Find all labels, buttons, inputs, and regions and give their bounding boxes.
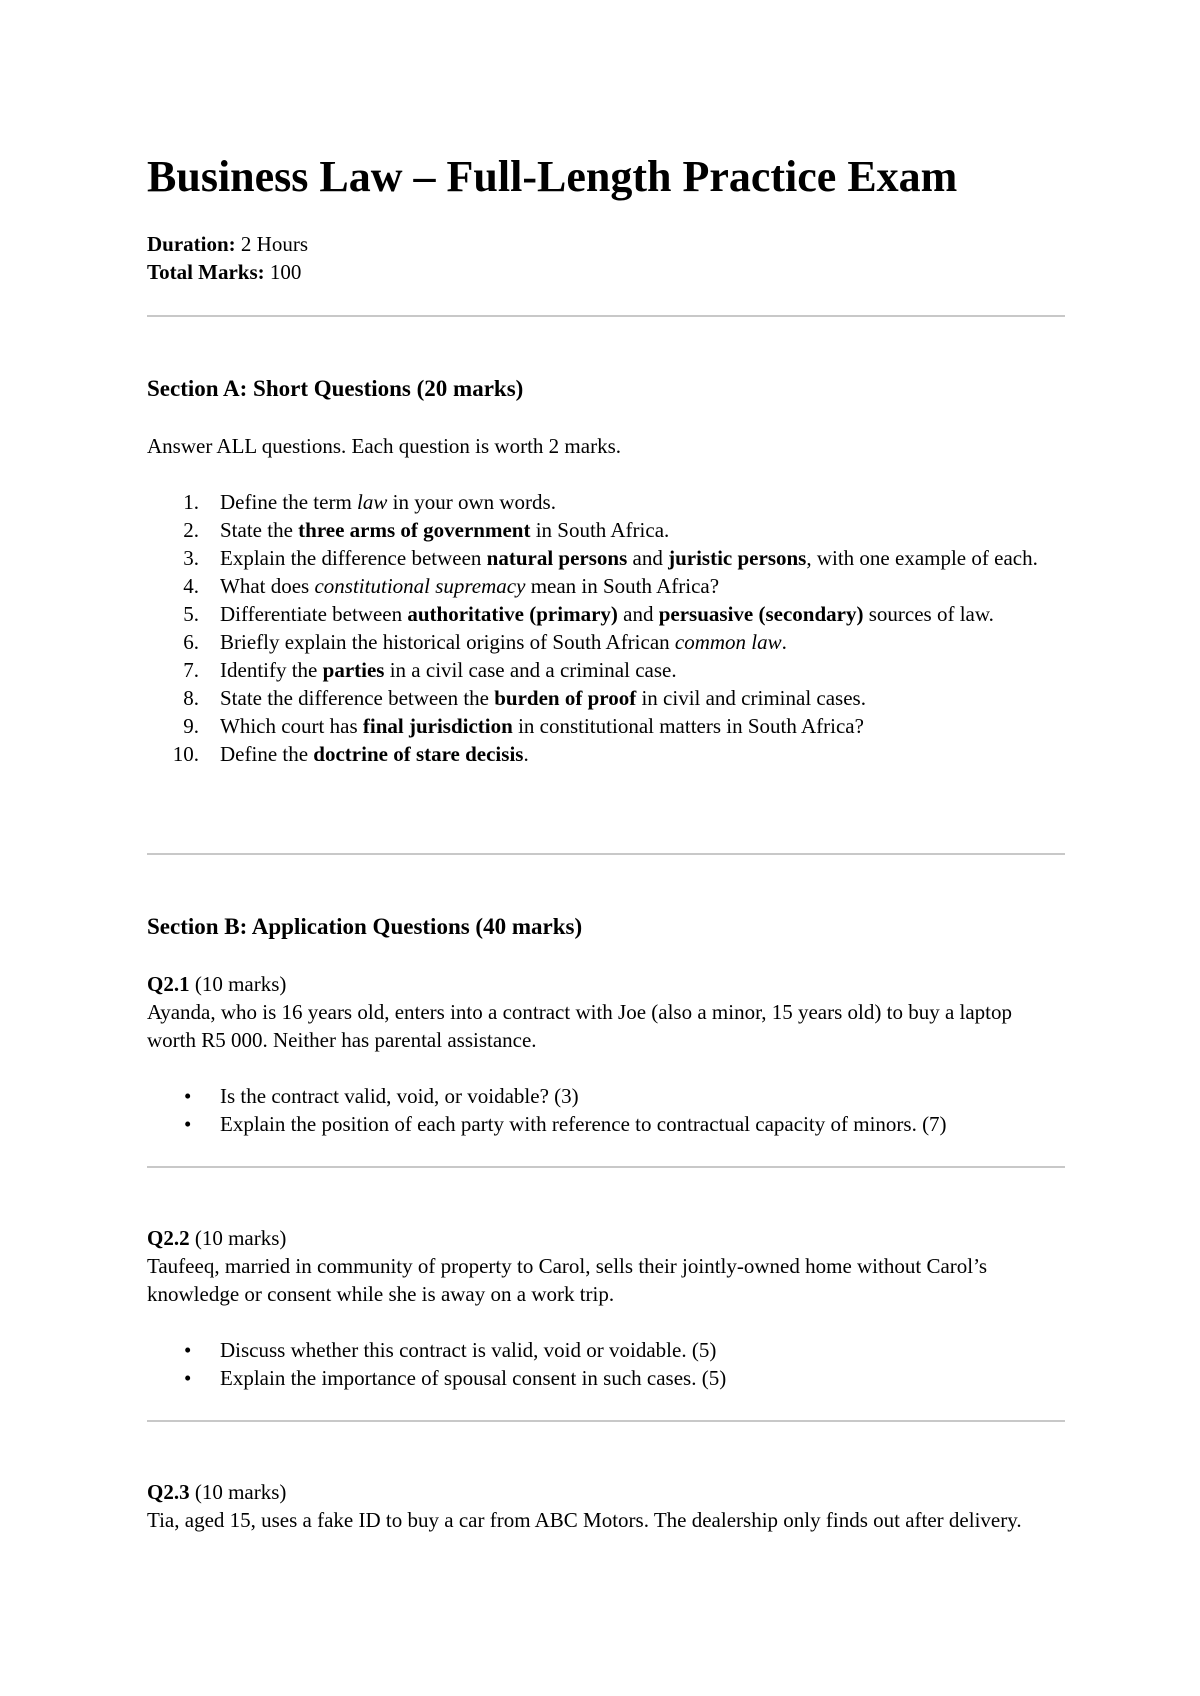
question-text (220, 602, 994, 626)
question-q2-3-marks: (10 marks) (194, 1480, 287, 1504)
question-number: 6. (183, 630, 199, 654)
question-q2-1-scenario: Ayanda, who is 16 years old, enters into a contract with Joe (also a minor, 15 years old) to buy a laptop worth R5 000. Neither has parental assistance. (147, 1000, 1013, 1052)
subquestion-item (147, 1336, 1065, 1364)
question-number: 8. (183, 686, 199, 710)
bold-term: three arms of government (298, 518, 531, 542)
bullet-icon: • (184, 1338, 192, 1362)
question-item (147, 656, 1065, 684)
question-q2-1-marks: (10 marks) (194, 972, 287, 996)
italic-term: common law (674, 630, 782, 654)
bold-term: burden of proof (494, 686, 637, 710)
total-marks-value: 100 (269, 260, 302, 284)
question-item (147, 544, 1065, 572)
subquestion-text: Is the contract valid, void, or voidable? (3) (220, 1084, 579, 1108)
bold-term: persuasive (secondary) (658, 602, 864, 626)
bold-term: authoritative (primary) (407, 602, 618, 626)
section-a-question-list (147, 488, 1065, 768)
question-text (220, 518, 669, 542)
question-text (220, 574, 719, 598)
question-item (147, 628, 1065, 656)
question-q2-2-label: Q2.2 (147, 1226, 190, 1250)
question-text (220, 686, 866, 710)
text-run: mean in South Africa? (525, 574, 720, 598)
question-item (147, 600, 1065, 628)
bold-term: final jurisdiction (362, 714, 513, 738)
section-a-heading: Section A: Short Questions (20 marks) (147, 376, 524, 401)
subquestion-item (147, 1364, 1065, 1392)
duration-value: 2 Hours (240, 232, 309, 256)
text-run: in constitutional matters in South Africa? (512, 714, 864, 738)
italic-term: constitutional supremacy (314, 574, 526, 598)
text-run: Differentiate between (220, 602, 408, 626)
question-q2-3-header (147, 1478, 1065, 1506)
question-item (147, 572, 1065, 600)
bold-term: doctrine of stare decisis (313, 742, 524, 766)
divider (147, 1420, 1065, 1422)
italic-term: law (357, 490, 388, 514)
question-q2-2-scenario: Taufeeq, married in community of property to Carol, sells their jointly-owned home without Carol’s knowledge or consent while she is away on a work trip. (147, 1254, 988, 1306)
text-run: . (781, 630, 787, 654)
section-a-instructions: Answer ALL questions. Each question is worth 2 marks. (147, 434, 621, 458)
bullet-icon: • (184, 1112, 192, 1136)
question-item (147, 488, 1065, 516)
question-q2-1-subquestions (147, 1082, 1065, 1138)
question-item (147, 516, 1065, 544)
question-q2-3-scenario: Tia, aged 15, uses a fake ID to buy a car from ABC Motors. The dealership only finds out after delivery. (147, 1508, 1022, 1532)
text-run: Define the (220, 742, 314, 766)
divider (147, 315, 1065, 317)
subquestion-item (147, 1082, 1065, 1110)
text-run: Which court has (220, 714, 363, 738)
question-number: 2. (183, 518, 199, 542)
question-number: 7. (183, 658, 199, 682)
question-number: 10. (172, 742, 199, 766)
question-number: 1. (183, 490, 199, 514)
text-run: What does (220, 574, 315, 598)
question-text (220, 742, 529, 766)
section-b-heading: Section B: Application Questions (40 marks) (147, 914, 583, 939)
divider (147, 853, 1065, 855)
text-run: Explain the difference between (220, 546, 487, 570)
subquestion-text: Discuss whether this contract is valid, void or voidable. (5) (220, 1338, 717, 1362)
text-run: sources of law. (863, 602, 994, 626)
question-number: 5. (183, 602, 199, 626)
text-run: Briefly explain the historical origins of South African (220, 630, 675, 654)
question-text (220, 490, 556, 514)
question-item (147, 684, 1065, 712)
question-text (220, 630, 787, 654)
question-number: 4. (183, 574, 199, 598)
question-q2-1-label: Q2.1 (147, 972, 190, 996)
question-text (220, 658, 677, 682)
text-run: . (523, 742, 529, 766)
total-marks-label: Total Marks: (147, 260, 265, 284)
question-number: 3. (183, 546, 199, 570)
text-run: in your own words. (387, 490, 556, 514)
subquestion-text: Explain the position of each party with reference to contractual capacity of minors. (7) (220, 1112, 947, 1136)
bold-term: juristic persons (668, 546, 807, 570)
text-run: State the (220, 518, 299, 542)
question-q2-3-label: Q2.3 (147, 1480, 190, 1504)
text-run: Define the term (220, 490, 358, 514)
duration-line (147, 230, 308, 258)
question-q2-2-subquestions (147, 1336, 1065, 1392)
question-q2-1-header (147, 970, 1065, 998)
text-run: in South Africa. (530, 518, 670, 542)
subquestion-item (147, 1110, 1065, 1138)
total-marks-line (147, 258, 301, 286)
question-text (220, 714, 864, 738)
question-q2-2-marks: (10 marks) (194, 1226, 287, 1250)
text-run: in a civil case and a criminal case. (384, 658, 677, 682)
text-run: State the difference between the (220, 686, 495, 710)
text-run: and (627, 546, 669, 570)
question-item (147, 712, 1065, 740)
question-item (147, 740, 1065, 768)
subquestion-text: Explain the importance of spousal consent in such cases. (5) (220, 1366, 727, 1390)
bullet-icon: • (184, 1084, 192, 1108)
bold-term: natural persons (486, 546, 628, 570)
question-text (220, 546, 1038, 570)
bold-term: parties (322, 658, 385, 682)
duration-label: Duration: (147, 232, 236, 256)
bullet-icon: • (184, 1366, 192, 1390)
divider (147, 1166, 1065, 1168)
question-q2-2-header (147, 1224, 1065, 1252)
text-run: in civil and criminal cases. (636, 686, 866, 710)
question-number: 9. (183, 714, 199, 738)
text-run: and (617, 602, 659, 626)
text-run: Identify the (220, 658, 323, 682)
text-run: , with one example of each. (806, 546, 1038, 570)
page-title: Business Law – Full-Length Practice Exam (147, 152, 958, 201)
